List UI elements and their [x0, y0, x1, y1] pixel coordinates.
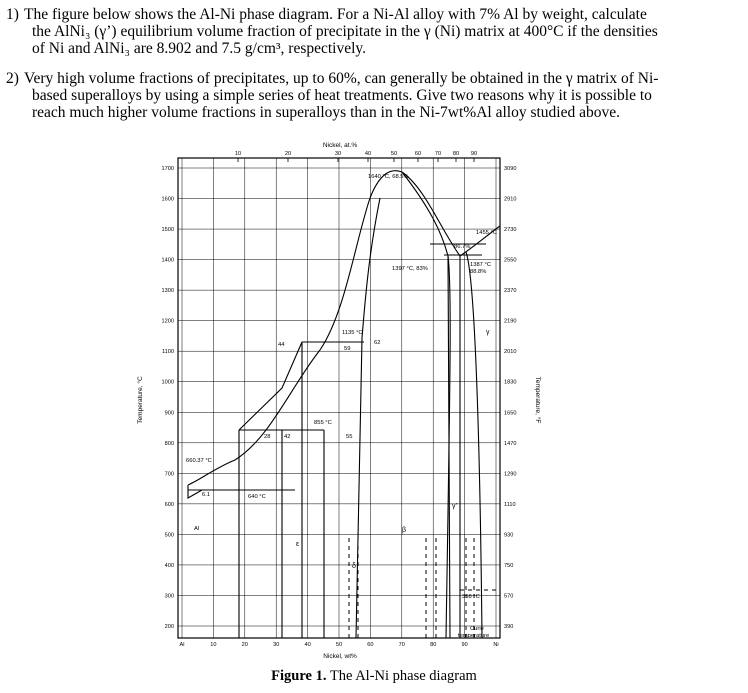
- beta-right-boundary: [402, 172, 450, 638]
- question-2-number: 2): [6, 70, 19, 87]
- label-660: 660.37 °C: [186, 458, 212, 464]
- beta-left-boundary: [356, 198, 380, 638]
- right-tick-label: 750: [504, 562, 514, 569]
- label-888: 88.8%: [470, 269, 487, 275]
- top-tick-label: 50: [390, 151, 398, 157]
- peritectic-upper: [239, 342, 302, 430]
- top-tick-label: 80: [452, 151, 460, 157]
- right-tick-label: 1290: [504, 471, 517, 478]
- left-axis-label: Temperature, °C: [137, 376, 144, 424]
- right-tick-label: 570: [504, 593, 514, 600]
- bottom-tick-label: 30: [273, 642, 280, 648]
- diagram-grid: [178, 158, 500, 638]
- left-tick-label: 1000: [161, 379, 174, 386]
- question-1-number: 1): [6, 6, 19, 23]
- left-tick-label: 1500: [161, 227, 174, 234]
- right-tick-label: 2550: [504, 257, 517, 264]
- phase-boundaries: [188, 171, 500, 638]
- figure-caption-bold: Figure 1.: [271, 668, 327, 684]
- top-tick-label: 60: [414, 151, 422, 157]
- question-1: [6, 6, 696, 57]
- question-2-line-3: reach much higher volume fractions in superalloys than in the Ni-7wt%Al alloy studied above.: [32, 104, 620, 121]
- right-tick-label: 2190: [504, 318, 517, 325]
- question-2-line-1: Very high volume fractions of precipitates, up to 60%, can generally be obtained in the γ matrix of Ni-: [24, 70, 659, 87]
- dashed-lines: [349, 538, 500, 638]
- label-eps: ε: [296, 541, 300, 548]
- bottom-tick-label: 20: [241, 642, 248, 648]
- left-tick-label: 600: [164, 501, 174, 508]
- left-tick-label: 300: [164, 593, 174, 600]
- label-gamma: γ: [486, 329, 490, 336]
- bottom-axis-label: Nickel, wt%: [323, 653, 357, 660]
- label-855: 855 °C: [314, 420, 332, 426]
- label-1387: 1387 °C: [470, 262, 492, 268]
- figure-caption-text: The Al-Ni phase diagram: [326, 668, 477, 684]
- label-55: 55: [346, 434, 353, 440]
- left-tick-label: 1100: [161, 349, 174, 356]
- left-tick-label: 200: [164, 624, 174, 630]
- right-tick-label: 2730: [504, 227, 517, 234]
- right-tick-label: 3090: [504, 166, 517, 172]
- bottom-tick-label: 70: [398, 642, 405, 648]
- right-tick-label: 390: [504, 624, 514, 630]
- label-al: Al: [194, 526, 200, 532]
- label-gamma-prime: γ’: [452, 503, 458, 510]
- top-tick-label: 40: [364, 151, 372, 157]
- top-axis-label: Nickel, at.%: [322, 142, 358, 149]
- left-tick-label: 700: [164, 471, 174, 478]
- bottom-tick-label: Ni: [493, 642, 499, 648]
- eutectic-corner: [188, 485, 202, 498]
- label-358: 358 °C: [462, 594, 480, 600]
- left-tick-label: 400: [164, 562, 174, 569]
- bottom-tick-label: 90: [461, 642, 468, 648]
- bottom-tick-label: 80: [430, 642, 437, 648]
- left-tick-label: 900: [164, 410, 174, 417]
- question-2: [6, 70, 696, 121]
- label-curie-1: Curie: [470, 626, 484, 632]
- label-1640: 1640 °C, 68.5%: [368, 174, 409, 180]
- label-28: 28: [264, 434, 271, 440]
- label-1397: 1397 °C, 83%: [392, 266, 428, 272]
- top-tick-label: 70: [434, 151, 442, 157]
- question-2-line-2: based superalloys by using a simple series of heat treatments. Give two reasons why it is possible to: [32, 87, 652, 104]
- right-tick-label: 930: [504, 532, 514, 539]
- right-tick-label: 1650: [504, 410, 517, 417]
- label-59: 59: [344, 346, 351, 352]
- top-tick-label: 30: [334, 151, 342, 157]
- right-tick-label: 1110: [504, 501, 516, 508]
- label-1455: 1455 °C: [476, 230, 498, 236]
- left-tick-label: 500: [164, 532, 174, 539]
- question-1-line-2: the AlNi₃ (γ’) equilibrium volume fraction of precipitate in the γ (Ni) matrix at 400°C if the densities: [32, 23, 658, 40]
- right-tick-label: 1830: [504, 379, 517, 386]
- bottom-tick-label: 10: [210, 642, 217, 648]
- right-axis-label: Temperature, °F: [534, 376, 541, 424]
- top-tick-label: 20: [284, 151, 292, 157]
- label-62: 62: [374, 340, 381, 346]
- right-tick-label: 2010: [504, 349, 517, 356]
- right-tick-label: 2370: [504, 288, 517, 295]
- question-1-line-1: The figure below shows the Al-Ni phase diagram. For a Ni-Al alloy with 7% Al by weight, calculate: [24, 6, 647, 23]
- left-tick-label: 1700: [161, 166, 174, 172]
- label-44: 44: [278, 342, 285, 348]
- label-1135: 1135 °C: [342, 330, 363, 336]
- phase-diagram: [130, 138, 550, 670]
- bottom-tick-label: 60: [367, 642, 374, 648]
- left-tick-label: 1600: [161, 196, 174, 203]
- beta-dome-curve: [370, 171, 460, 256]
- bottom-tick-label: 50: [335, 642, 343, 648]
- label-curie-2: temperature: [458, 633, 490, 639]
- top-tick-label: 10: [234, 151, 242, 157]
- left-tick-label: 1300: [161, 288, 174, 295]
- right-tick-label: 2910: [504, 196, 517, 203]
- label-61: 6.1: [202, 492, 211, 498]
- left-tick-label: 800: [164, 440, 174, 447]
- label-867: 86.7%: [454, 244, 471, 250]
- bottom-tick-label: 40: [304, 642, 311, 648]
- left-tick-label: 1200: [161, 318, 174, 325]
- label-beta: β: [402, 527, 407, 534]
- right-tick-label: 1470: [504, 440, 517, 447]
- bottom-tick-label: Al: [179, 642, 185, 648]
- label-delta: δ: [352, 563, 356, 570]
- left-tick-label: 1400: [161, 257, 174, 264]
- figure-caption: [0, 668, 748, 685]
- top-tick-label: 90: [470, 151, 478, 157]
- phase-diagram-figure: [130, 138, 550, 670]
- label-640: 640 °C: [248, 494, 266, 500]
- label-42: 42: [284, 434, 291, 440]
- question-1-line-3: of Ni and AlNi₃ are 8.902 and 7.5 g/cm³, respectively.: [32, 40, 367, 57]
